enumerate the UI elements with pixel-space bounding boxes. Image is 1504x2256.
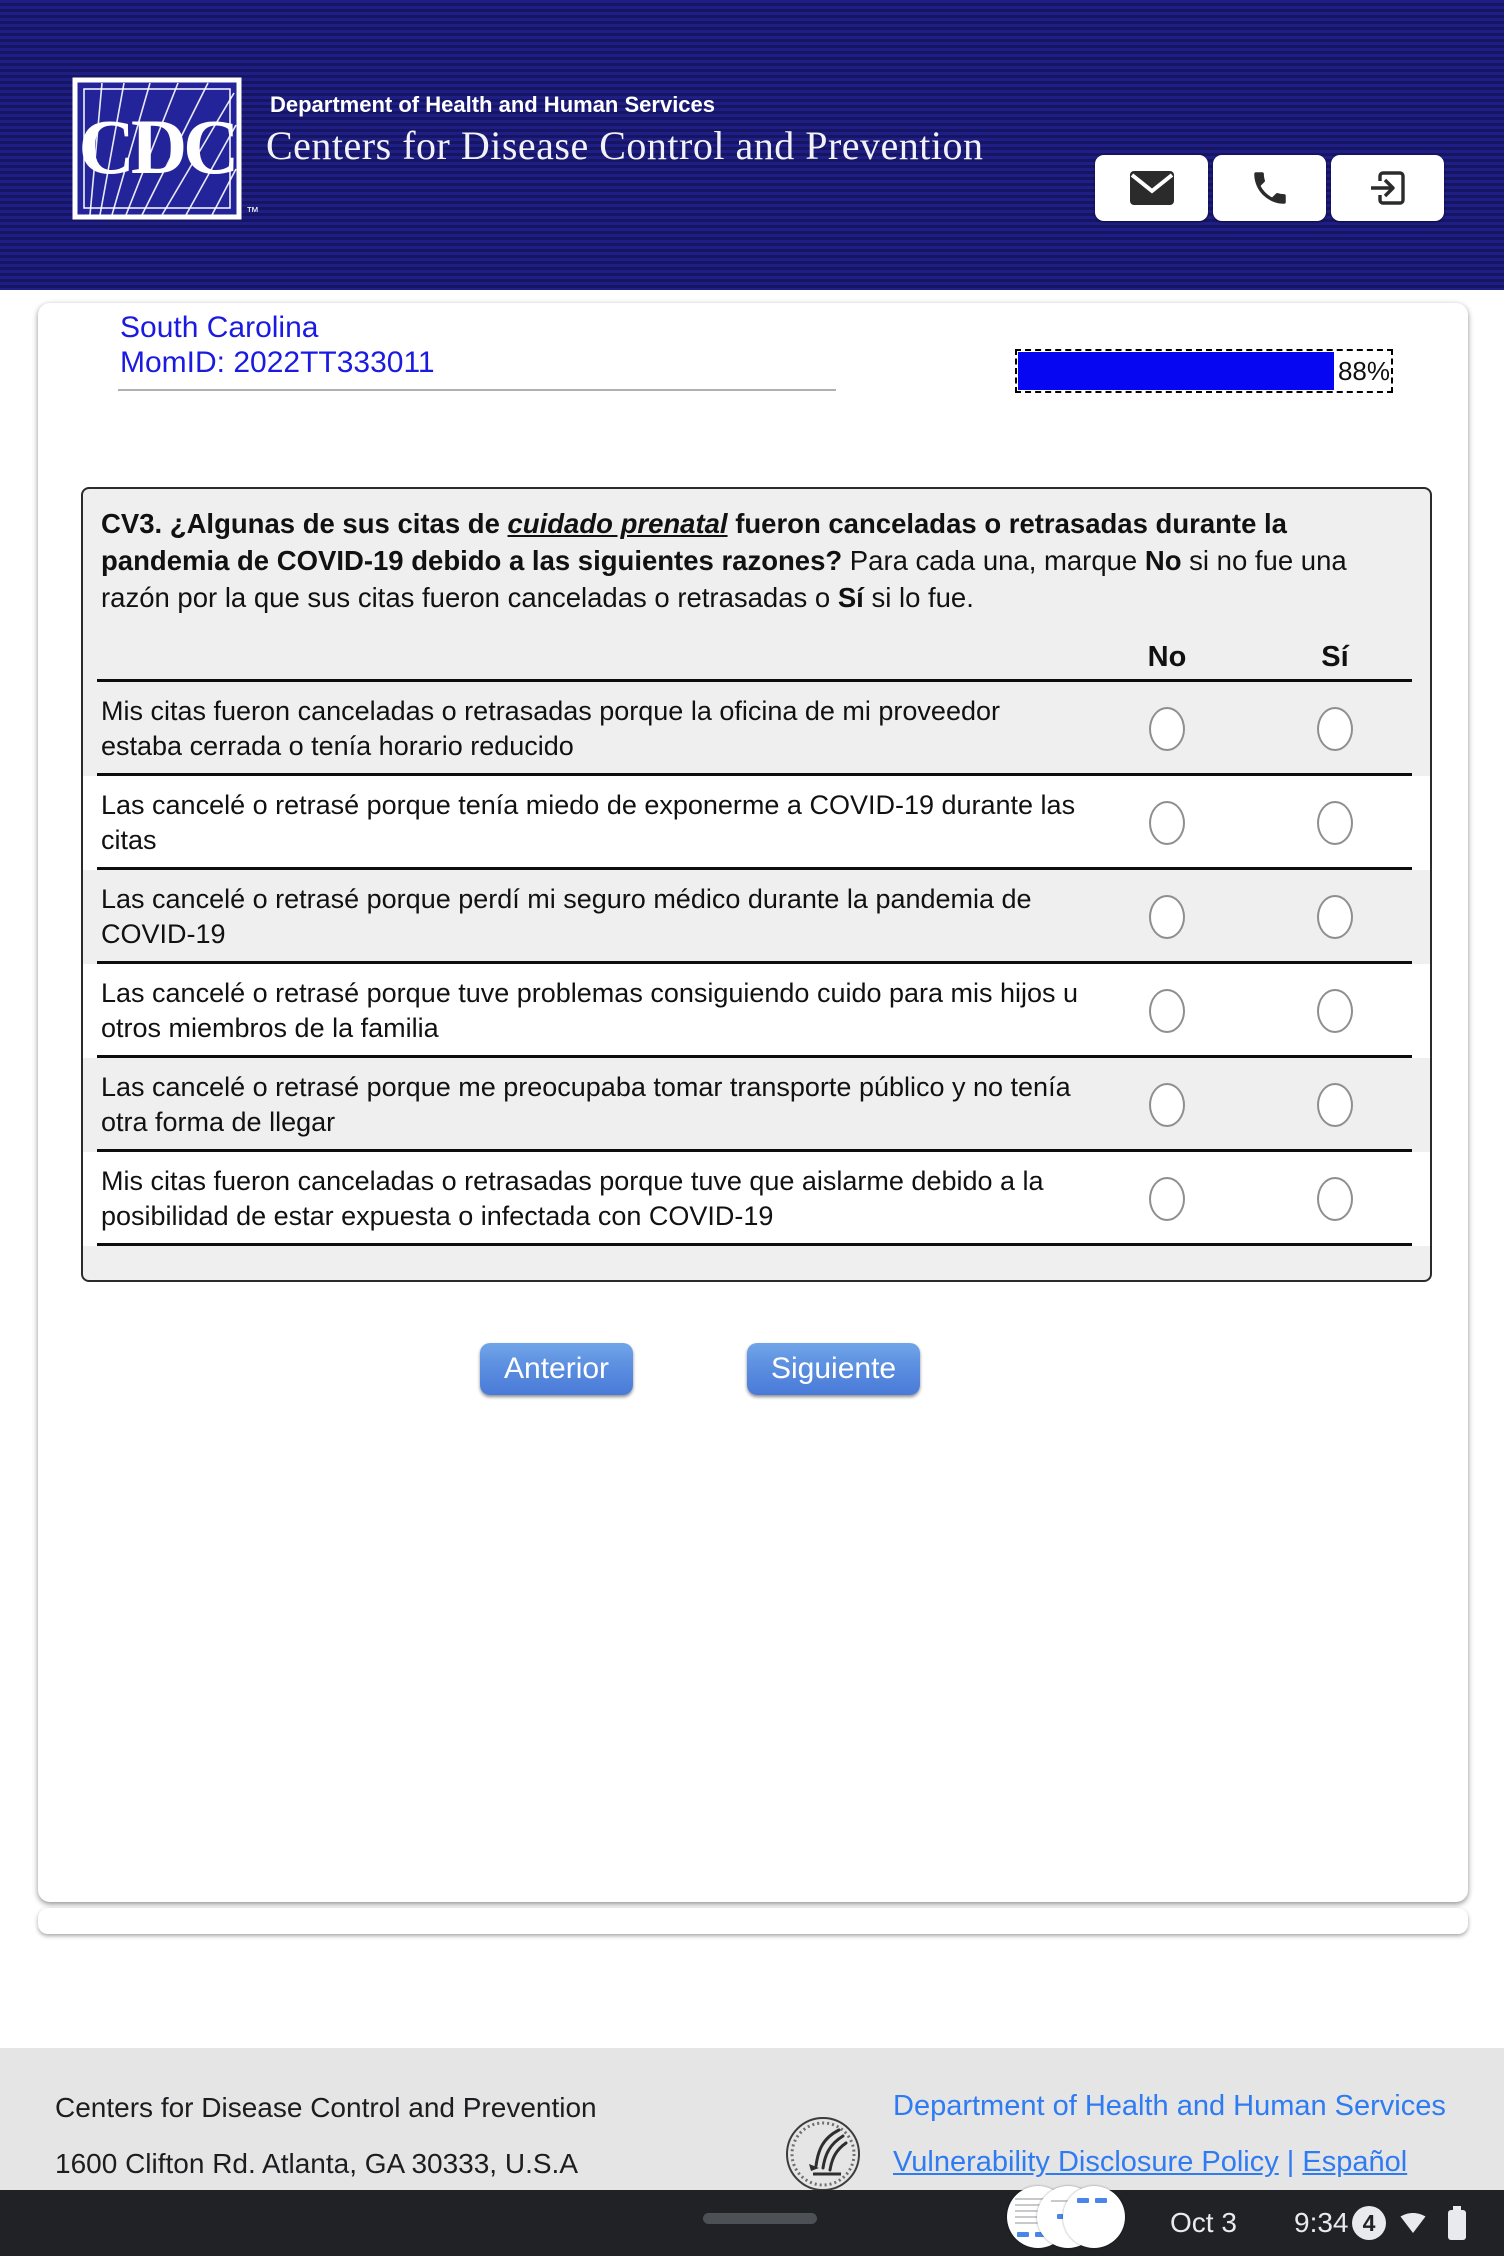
answer-table [83,620,1430,1246]
si-option-cell [1251,989,1419,1033]
phone-icon [1249,167,1291,209]
status-date[interactable]: Oct 3 [1170,2207,1237,2238]
previous-button[interactable]: Anterior [480,1343,633,1395]
progress-percentage: 88% [1337,355,1390,386]
si-option-cell [1251,895,1419,939]
footer-link-vulnerability-policy[interactable]: Vulnerability Disclosure Policy [893,2146,1279,2178]
question-instruction: Para cada una, marque [842,545,1145,576]
column-header-no: No [1147,641,1187,673]
collapsed-card-strip [38,1908,1468,1934]
si-option-cell [1251,707,1419,751]
hhs-seal-icon [783,2114,863,2194]
answer-row-label: Las cancelé o retrasé porque tuve problemas consiguiendo cuido para mis hijos u otros miembros de la familia [101,978,1079,1043]
no-option-cell [1083,1083,1251,1127]
question-underlined-term: cuidado prenatal [507,508,728,539]
notification-count-badge[interactable]: 4 [1352,2206,1386,2240]
organization-title: Centers for Disease Control and Prevention [266,123,984,168]
question-panel [81,487,1432,1282]
question-instruction-3: si lo fue. [863,582,974,613]
radio-yes-option[interactable] [1317,895,1353,939]
question-intro-rest: fueron canceladas o retrasadas durante la pandemia de COVID-19 debido a las siguientes razones? [101,508,1287,576]
si-option-cell [1251,1083,1419,1127]
cdc-header-banner [0,0,1504,290]
progress-bar [1015,349,1393,393]
footer-link-row [893,2146,1407,2179]
radio-no-option[interactable] [1149,801,1185,845]
system-taskbar [0,2190,1504,2256]
header-divider [118,389,836,391]
footer-address: 1600 Clifton Rd. Atlanta, GA 30333, U.S.A [55,2148,578,2179]
radio-no-option[interactable] [1149,1177,1185,1221]
question-text [101,505,1412,616]
no-option-cell [1083,1177,1251,1221]
survey-card [38,303,1468,1902]
no-option-cell [1083,707,1251,751]
department-line: Department of Health and Human Services [270,92,716,117]
answer-row-label: Las cancelé o retrasé porque perdí mi seguro médico durante la pandemia de COVID-19 [101,884,1032,949]
header-action-bar [1095,155,1444,221]
phone-button[interactable] [1213,155,1326,221]
footer-link-espanol[interactable]: Español [1302,2146,1408,2178]
radio-no-option[interactable] [1149,989,1185,1033]
cdc-logo [72,77,242,220]
answer-row [83,870,1430,964]
si-option-cell [1251,1177,1419,1221]
footer-link-dhhs[interactable]: Department of Health and Human Services [893,2090,1446,2122]
radio-yes-option[interactable] [1317,801,1353,845]
mail-icon [1129,170,1175,206]
radio-yes-option[interactable] [1317,707,1353,751]
logout-icon [1366,166,1410,210]
answer-row [83,682,1430,776]
no-option-cell [1083,989,1251,1033]
radio-no-option[interactable] [1149,1083,1185,1127]
radio-yes-option[interactable] [1317,989,1353,1033]
instruction-no: No [1144,545,1182,576]
answer-row-label: Las cancelé o retrasé porque me preocupaba tomar transporte público y no tenía otra forma de llegar [101,1072,1071,1137]
shelf-handle[interactable] [703,2213,817,2224]
answer-rows [83,682,1430,1246]
no-option-cell [1083,895,1251,939]
answer-row-label: Las cancelé o retrasé porque tenía miedo de exponerme a COVID-19 durante las citas [101,790,1076,855]
radio-no-option[interactable] [1149,895,1185,939]
exit-button[interactable] [1331,155,1444,221]
mail-button[interactable] [1095,155,1208,221]
question-intro: CV3. ¿Algunas de sus citas de [101,508,508,539]
answer-row [83,1058,1430,1152]
radio-yes-option[interactable] [1317,1083,1353,1127]
battery-icon[interactable] [1446,2205,1468,2241]
next-button[interactable]: Siguiente [747,1343,920,1395]
svg-text:CDC: CDC [78,103,236,190]
answer-row [83,1152,1430,1246]
trademark-symbol: ™ [246,204,259,219]
footer-org-name: Centers for Disease Control and Prevention [55,2092,597,2123]
radio-yes-option[interactable] [1317,1177,1353,1221]
wifi-icon[interactable] [1398,2210,1428,2236]
si-option-cell [1251,801,1419,845]
state-and-momid [120,310,435,380]
column-header-si: Sí [1321,641,1349,673]
window-preview-3[interactable] [1063,2186,1125,2248]
radio-no-option[interactable] [1149,707,1185,751]
progress-fill [1018,352,1334,390]
answer-row [83,964,1430,1058]
footer-link-separator: | [1278,2146,1303,2178]
momid-label: MomID: 2022TT333011 [120,346,435,379]
no-option-cell [1083,801,1251,845]
answer-table-header [83,620,1430,682]
answer-row-label: Mis citas fueron canceladas o retrasadas porque la oficina de mi proveedor estaba cerrada o tenía horario reducido [101,696,1000,761]
status-time[interactable]: 9:34 [1294,2207,1349,2238]
instruction-si: Sí [837,582,864,613]
answer-row-label: Mis citas fueron canceladas o retrasadas porque tuve que aislarme debido a la posibilidad de estar expuesta o infectada con COVID-19 [101,1166,1044,1231]
state-label: South Carolina [120,311,319,344]
question-instruction-2: si no fue una razón por la que sus citas fueron canceladas o retrasadas o [101,545,1347,613]
answer-row [83,776,1430,870]
